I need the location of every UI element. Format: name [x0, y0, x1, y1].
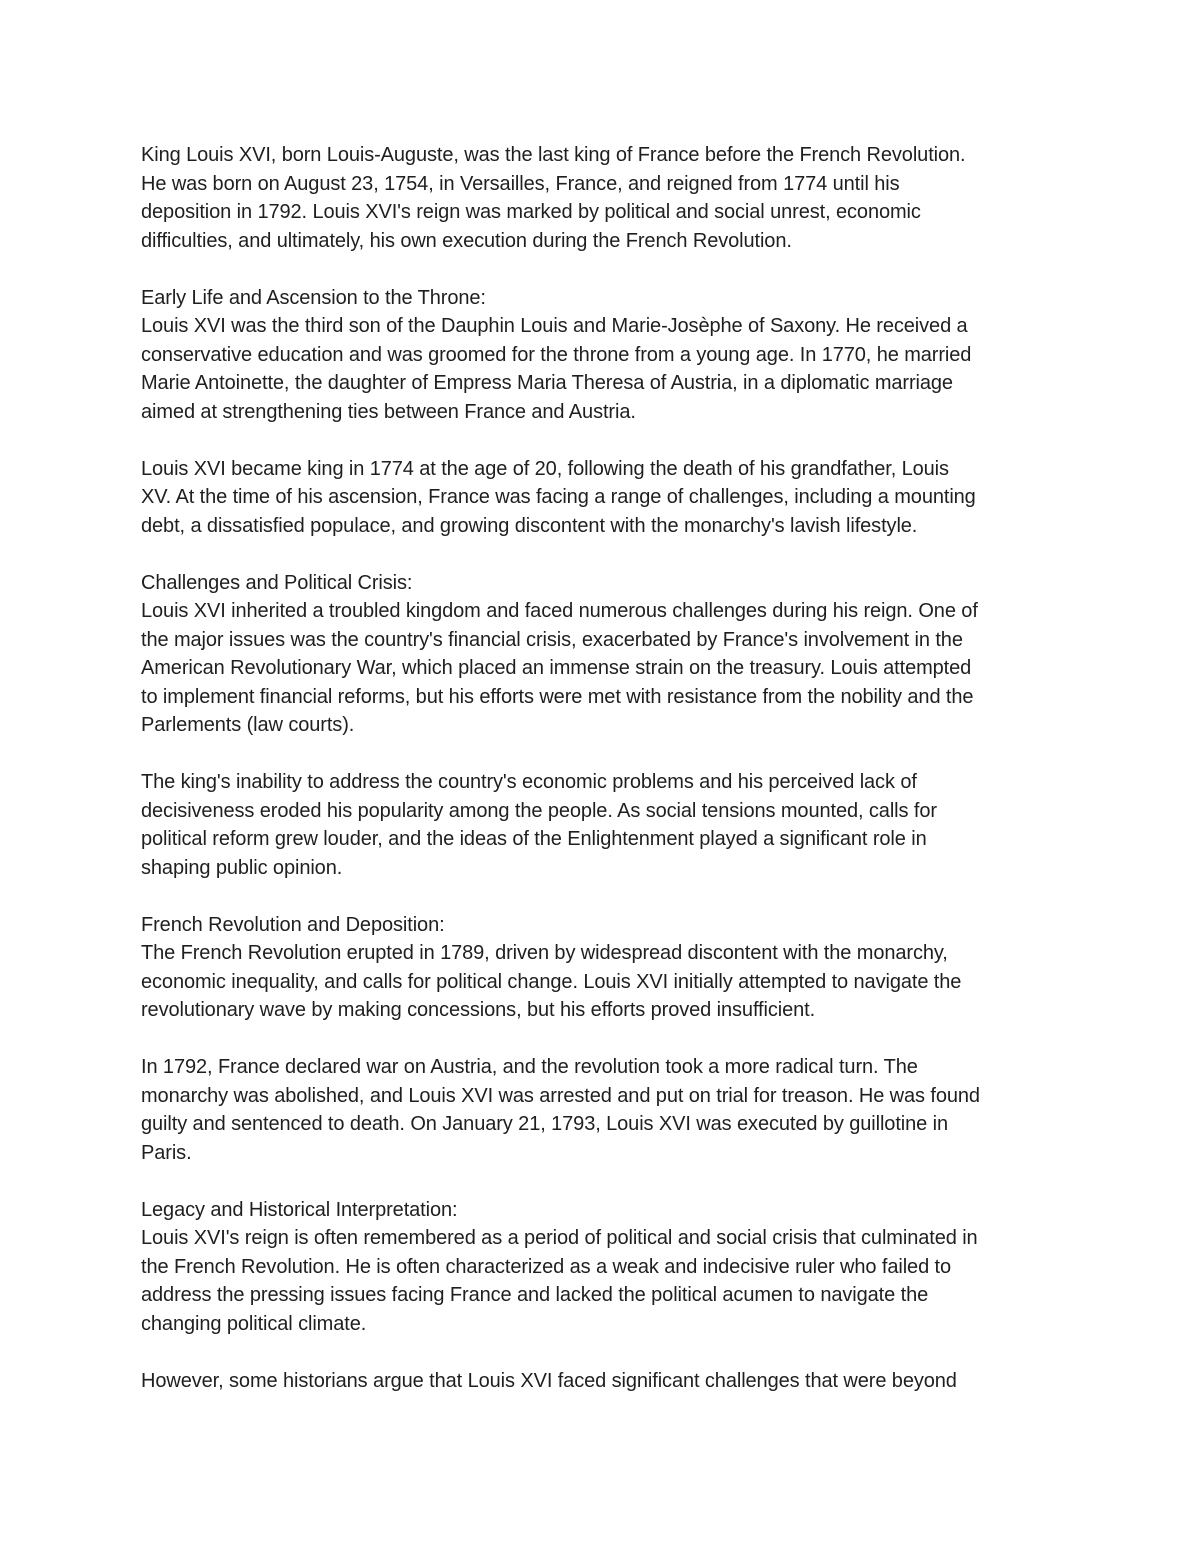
document-body [141, 141, 1071, 1424]
becoming-king-paragraph [141, 455, 1071, 541]
text-line: debt, a dissatisfied populace, and growing discontent with the monarchy's lavish lifestyle. [141, 514, 918, 537]
historians-paragraph [141, 1367, 1071, 1396]
text-line: conservative education and was groomed for the throne from a young age. In 1770, he married [141, 343, 972, 366]
text-line: shaping public opinion. [141, 856, 343, 879]
text-line: The king's inability to address the country's economic problems and his perceived lack of [141, 771, 917, 793]
text-line: XV. At the time of his ascension, France was facing a range of challenges, including a mounting [141, 486, 976, 508]
section-heading: Early Life and Ascension to the Throne: [141, 286, 486, 309]
text-line: American Revolutionary War, which placed an immense strain on the treasury. Louis attempted [141, 657, 972, 679]
early-life-section [141, 284, 1071, 427]
section-heading: Legacy and Historical Interpretation: [141, 1198, 458, 1221]
text-line: Louis XVI became king in 1774 at the age of 20, following the death of his grandfather, Louis [141, 457, 949, 480]
popularity-paragraph [141, 768, 1071, 882]
text-line: economic inequality, and calls for political change. Louis XVI initially attempted to navigate the [141, 970, 962, 993]
text-line: to implement financial reforms, but his efforts were met with resistance from the nobility and the [141, 685, 974, 708]
intro-paragraph [141, 141, 1071, 255]
text-line: Paris. [141, 1141, 192, 1164]
text-line: aimed at strengthening ties between France and Austria. [141, 400, 636, 423]
text-line: the major issues was the country's financial crisis, exacerbated by France's involvement in the [141, 628, 963, 651]
text-line: the French Revolution. He is often characterized as a weak and indecisive ruler who failed to [141, 1255, 952, 1278]
text-line: Louis XVI's reign is often remembered as a period of political and social crisis that culminated in [141, 1227, 978, 1249]
text-line: Louis XVI was the third son of the Dauphin Louis and Marie-Josèphe of Saxony. He received a [141, 315, 968, 337]
text-line: The French Revolution erupted in 1789, driven by widespread discontent with the monarchy, [141, 942, 948, 964]
text-line: political reform grew louder, and the ideas of the Enlightenment played a significant role in [141, 828, 927, 850]
text-line: He was born on August 23, 1754, in Versailles, France, and reigned from 1774 until his [141, 172, 900, 195]
revolution-section [141, 911, 1071, 1025]
text-line: King Louis XVI, born Louis-Auguste, was the last king of France before the French Revolution. [141, 144, 966, 166]
execution-paragraph [141, 1053, 1071, 1167]
text-line: difficulties, and ultimately, his own execution during the French Revolution. [141, 229, 792, 252]
section-heading: Challenges and Political Crisis: [141, 571, 413, 594]
text-line: address the pressing issues facing France and lacked the political acumen to navigate the [141, 1284, 929, 1306]
text-line: revolutionary wave by making concessions, but his efforts proved insufficient. [141, 999, 816, 1021]
text-line: changing political climate. [141, 1312, 367, 1335]
text-line: Louis XVI inherited a troubled kingdom and faced numerous challenges during his reign. One of [141, 600, 978, 622]
text-line: guilty and sentenced to death. On January 21, 1793, Louis XVI was executed by guillotine in [141, 1113, 948, 1135]
legacy-section [141, 1196, 1071, 1339]
section-heading: French Revolution and Deposition: [141, 913, 445, 936]
text-line: monarchy was abolished, and Louis XVI was arrested and put on trial for treason. He was found [141, 1084, 980, 1107]
text-line: decisiveness eroded his popularity among the people. As social tensions mounted, calls for [141, 799, 937, 822]
text-line: However, some historians argue that Louis XVI faced significant challenges that were beyond [141, 1369, 957, 1392]
challenges-section [141, 569, 1071, 740]
text-line: In 1792, France declared war on Austria, and the revolution took a more radical turn. The [141, 1056, 918, 1078]
text-line: Parlements (law courts). [141, 714, 355, 736]
text-line: Marie Antoinette, the daughter of Empress Maria Theresa of Austria, in a diplomatic marriage [141, 372, 953, 394]
text-line: deposition in 1792. Louis XVI's reign was marked by political and social unrest, economic [141, 201, 921, 223]
